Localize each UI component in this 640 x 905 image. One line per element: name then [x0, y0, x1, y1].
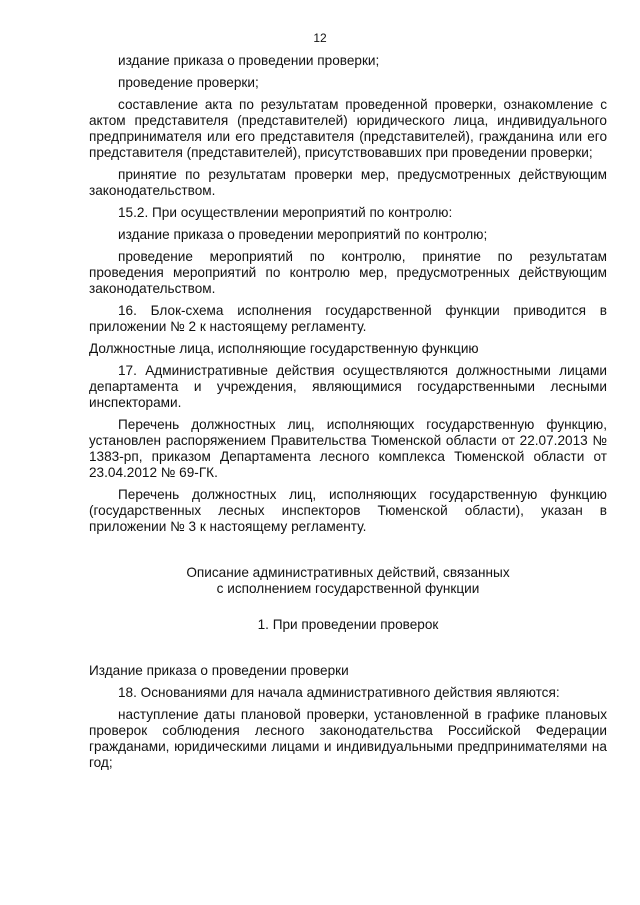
- section-heading-order-issue: Издание приказа о проведении проверки: [89, 663, 349, 678]
- paragraph-act-compilation: составление акта по результатам проведенной проверки, ознакомление с актом представителя (представителей) юридического лица, индивидуального предпринимателя или его представителя (представителей), гражданина или его представителя (представителей), присутствовавших при проведении проверки;: [89, 97, 607, 160]
- paragraph-control-order: издание приказа о проведении мероприятий по контролю;: [118, 227, 488, 242]
- section-title-line-2: с исполнением государственной функции: [216, 581, 480, 596]
- paragraph-planned-inspection: наступление даты плановой проверки, установленной в графике плановых проверок соблюдения лесного законодательства Российской Федерации гражданами, юридическими лицами и индивидуальными предпринимателями на год;: [89, 707, 607, 770]
- section-heading-officials: Должностные лица, исполняющие государственную функцию: [89, 341, 479, 356]
- paragraph-16: 16. Блок-схема исполнения государственной функции приводится в приложении № 2 к настоящему регламенту.: [89, 303, 607, 334]
- page-number: 12: [313, 31, 327, 45]
- paragraph-15-2: 15.2. При осуществлении мероприятий по контролю:: [118, 205, 453, 220]
- paragraph-control-measures: проведение мероприятий по контролю, принятие по результатам проведения мероприятий по контролю мер, предусмотренных действующим законодательством.: [89, 249, 607, 296]
- paragraph-17: 17. Административные действия осуществляются должностными лицами департамента и учреждения, являющимися государственными лесными инспекторами.: [89, 363, 607, 410]
- section-title-line-1: Описание административных действий, связанных: [186, 565, 510, 580]
- document-body: [89, 53, 607, 777]
- paragraph-order-issue: издание приказа о проведении проверки;: [118, 53, 380, 68]
- paragraph-18: 18. Основаниями для начала административного действия являются:: [118, 685, 560, 700]
- paragraph-officials-list-2: Перечень должностных лиц, исполняющих государственную функцию (государственных лесных инспекторов Тюменской области), указан в приложении № 3 к настоящему регламенту.: [89, 487, 607, 534]
- spacer: [89, 541, 607, 565]
- subsection-title: 1. При проведении проверок: [257, 617, 439, 632]
- paragraph-measures: принятие по результатам проверки мер, предусмотренных действующим законодательством.: [89, 167, 607, 198]
- paragraph-officials-list-1: Перечень должностных лиц, исполняющих государственную функцию, установлен распоряжением Правительства Тюменской области от 22.07.2013 № 1383-рп, приказом Департамента лесного комплекса Тюменской области от 23.04.2012 № 69-ГК.: [89, 417, 607, 480]
- paragraph-conduct-inspection: проведение проверки;: [118, 75, 259, 90]
- spacer: [89, 639, 607, 663]
- spacer: [89, 603, 607, 617]
